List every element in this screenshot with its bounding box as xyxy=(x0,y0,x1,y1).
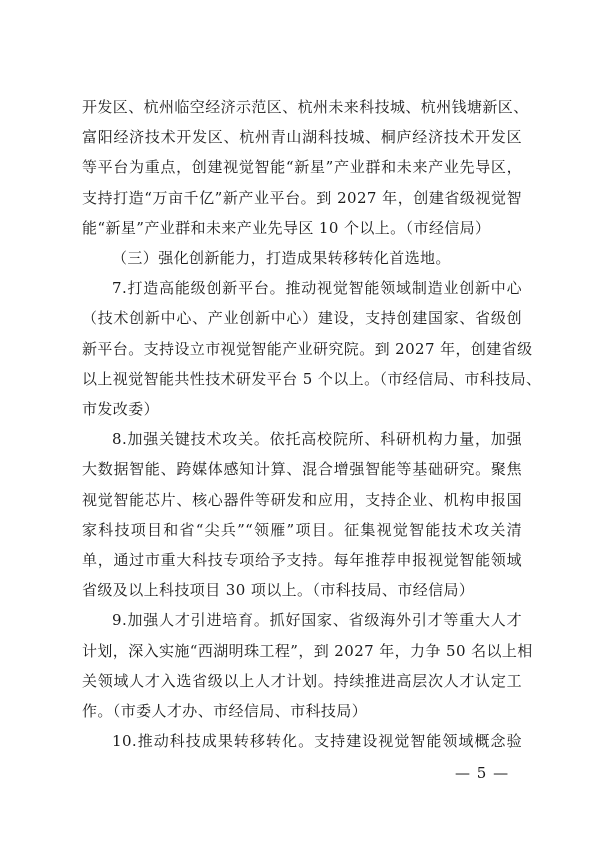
paragraph-item-9 xyxy=(82,605,533,726)
text-line: （技术创新中心、产业创新中心）建设，支持创建国家、省级创 xyxy=(82,309,522,328)
text-line: 省级及以上科技项目 30 项以上。（市科技局、市经信局） xyxy=(82,581,475,600)
text-line: 视觉智能芯片、核心器件等研发和应用，支持企业、机构申报国 xyxy=(82,490,522,509)
text-line: 8.加强关键技术攻关。依托高校院所、科研机构力量，加强 xyxy=(112,430,522,449)
page-number: — 5 — xyxy=(455,764,510,782)
paragraph-item-10 xyxy=(82,726,522,756)
text-line: 以上视觉智能共性技术研发平台 5 个以上。（市经信局、市科技局、 xyxy=(82,369,542,388)
text-line: 家科技项目和省“尖兵”“领雁”项目。征集视觉智能技术攻关清 xyxy=(82,520,522,539)
text-line: 等平台为重点，创建视觉智能“新星”产业群和未来产业先导区， xyxy=(82,158,522,177)
paragraph-platforms xyxy=(82,92,529,243)
text-line: 7.打造高能级创新平台。推动视觉智能领域制造业创新中心 xyxy=(112,279,522,298)
paragraph-item-8 xyxy=(82,424,522,605)
text-line: 富阳经济技术开发区、杭州青山湖科技城、桐庐经济技术开发区 xyxy=(82,128,522,147)
text-line: 作。（市委人才办、市经信局、市科技局） xyxy=(82,702,368,721)
text-line: 新平台。支持设立市视觉智能产业研究院。到 2027 年，创建省级 xyxy=(82,339,533,358)
text-line: 10.推动科技成果转移转化。支持建设视觉智能领域概念验 xyxy=(112,732,522,751)
text-line: 计划，深入实施“西湖明珠工程”，到 2027 年，力争 50 名以上相 xyxy=(82,641,533,660)
text-line: 单，通过市重大科技专项给予支持。每年推荐申报视觉智能领域 xyxy=(82,551,522,570)
text-line: 支持打造“万亩千亿”新产业平台。到 2027 年，创建省级视觉智 xyxy=(82,188,522,207)
section-heading-innovation xyxy=(82,243,522,273)
text-line: 能“新星”产业群和未来产业先导区 10 个以上。（市经信局） xyxy=(82,218,491,237)
paragraph-item-7 xyxy=(82,273,542,424)
text-line: 关领域人才入选省级以上人才计划。持续推进高层次人才认定工 xyxy=(82,671,522,690)
text-line: 9.加强人才引进培育。抓好国家、省级海外引才等重大人才 xyxy=(112,611,522,630)
text-line: 市发改委） xyxy=(82,400,160,419)
document-body xyxy=(82,92,542,756)
text-line: 大数据智能、跨媒体感知计算、混合增强智能等基础研究。聚焦 xyxy=(82,460,522,479)
section-heading-text: （三）强化创新能力，打造成果转移转化首选地。 xyxy=(112,249,451,268)
text-line: 开发区、杭州临空经济示范区、杭州未来科技城、杭州钱塘新区、 xyxy=(82,98,529,116)
